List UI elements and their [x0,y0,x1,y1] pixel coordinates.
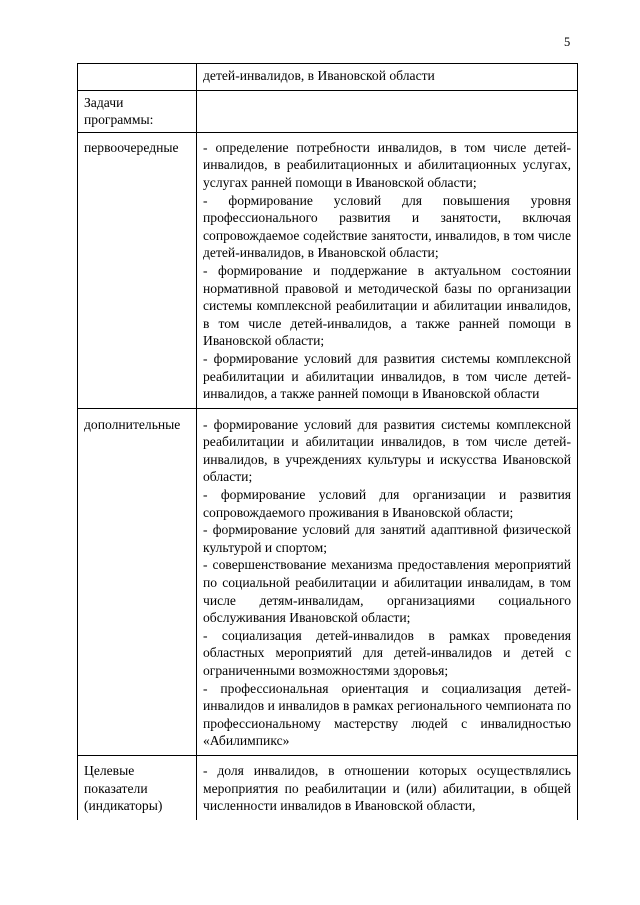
content-paragraph: - определение потребности инвалидов, в том числе детей-инвалидов, в реабилитационных и абилитационных услугах, услугах ранней помощи в Ивановской области; [203,139,571,190]
row-label-tasks: Задачи программы: [78,90,197,132]
program-passport-table [77,63,578,820]
table-row [78,132,578,408]
content-paragraph: - формирование условий для организации и развития сопровождаемого проживания в Ивановской области; [203,487,571,520]
row-content-primary [197,132,578,408]
content-paragraph: - формирование условий для повышения уровня профессионального развития и занятости, включая сопровождаемое содействие занятости, инвалидов, в том числе детей-инвалидов, в Ивановской области; [203,192,571,261]
row-content-empty [197,90,578,132]
table-row [78,408,578,755]
content-paragraph: - формирование условий для занятий адаптивной физической культурой и спортом; [203,522,571,555]
row-content-indicators [197,755,578,819]
row-label-indicators: Целевые показатели (индикаторы) [78,755,197,819]
row-label-primary: первоочередные [78,132,197,408]
content-paragraph: - социализация детей-инвалидов в рамках проведения областных мероприятий для детей-инвалидов и детей с ограниченными возможностями здоровья; [203,627,571,678]
row-label [78,64,197,91]
content-paragraph: детей-инвалидов, в Ивановской области [203,68,435,83]
row-content-additional [197,408,578,755]
row-label-additional: дополнительные [78,408,197,755]
table-row [78,90,578,132]
content-paragraph: - профессиональная ориентация и социализация детей-инвалидов и инвалидов в рамках регионального чемпионата по профессиональному мастерству людей с инвалидностью «Абилимпикс» [203,680,571,749]
content-paragraph: - формирование и поддержание в актуальном состоянии нормативной правовой и методической базы по организации системы комплексной реабилитации и абилитации инвалидов, в том числе детей-инвалидов, а также ранней помощи в Ивановской области; [203,262,571,349]
content-paragraph: - совершенствование механизма предоставления мероприятий по социальной реабилитации и абилитации инвалидам, в том числе детям-инвалидам, организациями социального обслуживания Ивановской области; [203,557,571,626]
table-row [78,755,578,819]
table-row [78,64,578,91]
content-paragraph: - доля инвалидов, в отношении которых осуществлялись мероприятия по реабилитации и (или) абилитации, в общей численности инвалидов в Ивановской области, [203,762,571,814]
row-content [197,64,578,91]
content-paragraph: - формирование условий для развития системы комплексной реабилитации и абилитации инвалидов, в том числе детей-инвалидов, в учреждениях культуры и искусства Ивановской области; [203,416,571,485]
page-number: 5 [564,35,571,49]
content-paragraph: - формирование условий для развития системы комплексной реабилитации и абилитации инвалидов, в том числе детей-инвалидов, а также ранней помощи в Ивановской области [203,350,571,402]
